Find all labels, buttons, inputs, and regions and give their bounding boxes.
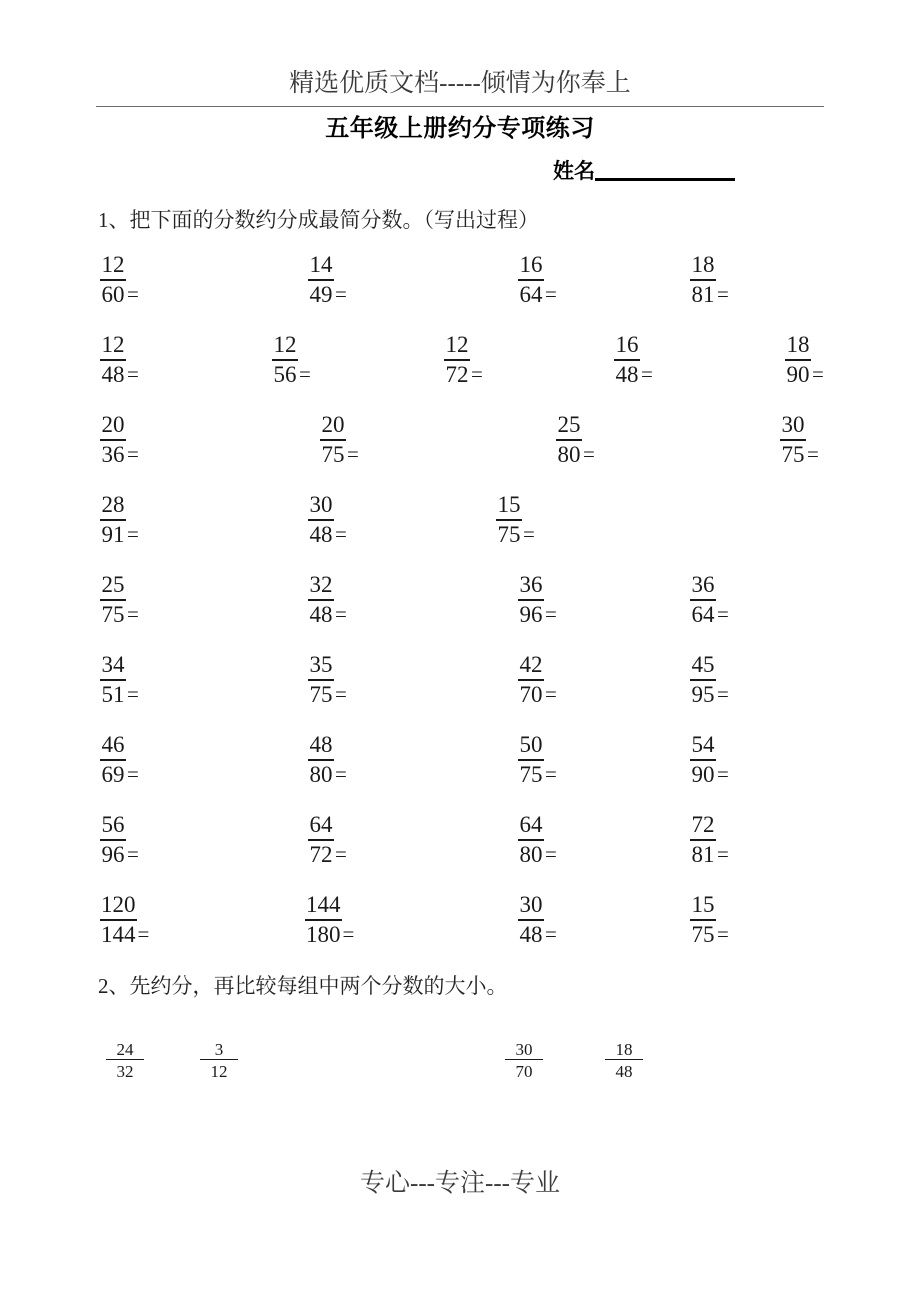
fraction [556, 412, 582, 468]
fraction-exercise[interactable] [556, 412, 595, 468]
fraction [308, 652, 334, 708]
fraction [518, 252, 544, 308]
fraction-numerator: 12 [101, 332, 125, 357]
fraction-exercise[interactable] [690, 812, 729, 868]
fraction-denominator: 48 [309, 602, 333, 627]
fraction-exercise[interactable] [308, 812, 347, 868]
fraction [505, 1040, 543, 1084]
fraction-exercise[interactable] [518, 892, 557, 948]
equals-sign: = [299, 362, 311, 386]
fraction-exercise[interactable] [100, 412, 139, 468]
fraction-denominator: 75 [519, 762, 543, 787]
fraction-denominator: 144 [101, 922, 136, 947]
fraction-exercise[interactable] [518, 812, 557, 868]
fraction-exercise[interactable] [100, 812, 139, 868]
fraction-denominator: 48 [615, 1062, 633, 1081]
fraction [308, 732, 334, 788]
equals-sign: = [717, 682, 729, 706]
fraction [100, 572, 126, 628]
fraction-exercise[interactable] [100, 652, 139, 708]
equals-sign: = [335, 682, 347, 706]
fraction-exercise[interactable] [690, 572, 729, 628]
equals-sign: = [127, 362, 139, 386]
fraction-exercise[interactable] [690, 892, 729, 948]
fraction-numerator: 15 [497, 492, 521, 517]
fraction-denominator: 72 [309, 842, 333, 867]
equals-sign: = [127, 762, 139, 786]
fraction-denominator: 56 [273, 362, 297, 387]
student-name-blank[interactable] [595, 178, 735, 181]
fraction-numerator: 36 [691, 572, 715, 597]
fraction-numerator: 3 [214, 1040, 224, 1059]
equals-sign: = [545, 282, 557, 306]
comparison-fraction[interactable] [505, 1040, 543, 1084]
fraction-denominator: 72 [445, 362, 469, 387]
fraction [308, 252, 334, 308]
fraction [308, 492, 334, 548]
equals-sign: = [342, 922, 355, 946]
equals-sign: = [523, 522, 535, 546]
comparison-fraction[interactable] [200, 1040, 238, 1084]
fraction-denominator: 69 [101, 762, 125, 787]
student-name-label: 姓名 [553, 159, 595, 183]
fraction-denominator: 75 [321, 442, 345, 467]
equals-sign: = [335, 522, 347, 546]
fraction-exercise[interactable] [308, 732, 347, 788]
equals-sign: = [545, 762, 557, 786]
fraction [780, 412, 806, 468]
fraction-denominator: 51 [101, 682, 125, 707]
fraction-denominator: 81 [691, 842, 715, 867]
fraction [496, 492, 522, 548]
fraction-numerator: 20 [321, 412, 345, 437]
fraction-denominator: 90 [691, 762, 715, 787]
fraction [308, 812, 334, 868]
fraction-exercise[interactable] [100, 252, 139, 308]
fraction [690, 732, 716, 788]
fraction-numerator: 36 [519, 572, 543, 597]
equals-sign: = [335, 282, 347, 306]
fraction-denominator: 32 [116, 1062, 134, 1081]
fraction-exercise[interactable] [690, 732, 729, 788]
question-1-prompt: 1、把下面的分数约分成最简分数。（写出过程） [98, 208, 539, 232]
fraction-denominator: 12 [210, 1062, 228, 1081]
fraction [690, 572, 716, 628]
fraction-numerator: 15 [691, 892, 715, 917]
fraction [100, 812, 126, 868]
fraction-numerator: 30 [515, 1040, 533, 1059]
fraction-numerator: 120 [101, 892, 136, 917]
fraction-numerator: 64 [309, 812, 333, 837]
fraction-denominator: 64 [691, 602, 715, 627]
fraction [690, 252, 716, 308]
fraction-exercise[interactable] [444, 332, 483, 388]
fraction-numerator: 16 [615, 332, 639, 357]
fraction [518, 732, 544, 788]
student-name-field[interactable] [553, 158, 735, 184]
fraction-numerator: 30 [781, 412, 805, 437]
fraction-denominator: 49 [309, 282, 333, 307]
equals-sign: = [335, 762, 347, 786]
fraction-denominator: 75 [497, 522, 521, 547]
fraction-denominator: 80 [519, 842, 543, 867]
equals-sign: = [347, 442, 359, 466]
fraction-numerator: 16 [519, 252, 543, 277]
fraction-numerator: 25 [557, 412, 581, 437]
fraction [100, 332, 126, 388]
fraction-denominator: 36 [101, 442, 125, 467]
fraction-numerator: 45 [691, 652, 715, 677]
equals-sign: = [545, 602, 557, 626]
equals-sign: = [717, 842, 729, 866]
fraction-denominator: 91 [101, 522, 125, 547]
equals-sign: = [717, 762, 729, 786]
fraction-exercise[interactable] [690, 252, 729, 308]
fraction-numerator: 25 [101, 572, 125, 597]
fraction [100, 892, 137, 948]
fraction-exercise[interactable] [100, 572, 139, 628]
fraction-denominator: 180 [306, 922, 341, 947]
fraction-numerator: 12 [101, 252, 125, 277]
fraction-numerator: 72 [691, 812, 715, 837]
fraction [690, 892, 716, 948]
header-divider [96, 106, 824, 107]
fraction [518, 892, 544, 948]
fraction-exercise[interactable] [308, 252, 347, 308]
equals-sign: = [127, 842, 139, 866]
equals-sign: = [127, 522, 139, 546]
fraction-exercise[interactable] [785, 332, 824, 388]
fraction-denominator: 70 [515, 1062, 533, 1081]
fraction-denominator: 48 [309, 522, 333, 547]
fraction-exercise[interactable] [690, 652, 729, 708]
fraction [100, 492, 126, 548]
fraction [106, 1040, 144, 1084]
equals-sign: = [545, 922, 557, 946]
fraction-exercise[interactable] [100, 492, 139, 548]
fraction-denominator: 75 [101, 602, 125, 627]
equals-sign: = [717, 922, 729, 946]
equals-sign: = [545, 842, 557, 866]
equals-sign: = [812, 362, 824, 386]
fraction-numerator: 54 [691, 732, 715, 757]
fraction-exercise[interactable] [100, 332, 139, 388]
fraction [614, 332, 640, 388]
fraction [690, 812, 716, 868]
fraction-denominator: 95 [691, 682, 715, 707]
equals-sign: = [127, 602, 139, 626]
fraction-denominator: 48 [615, 362, 639, 387]
fraction [518, 812, 544, 868]
fraction-denominator: 60 [101, 282, 125, 307]
fraction-exercise[interactable] [496, 492, 535, 548]
fraction-numerator: 34 [101, 652, 125, 677]
fraction-numerator: 30 [309, 492, 333, 517]
fraction-denominator: 96 [519, 602, 543, 627]
fraction-numerator: 50 [519, 732, 543, 757]
equals-sign: = [335, 602, 347, 626]
fraction-numerator: 18 [786, 332, 810, 357]
fraction-denominator: 90 [786, 362, 810, 387]
fraction-denominator: 75 [691, 922, 715, 947]
fraction-numerator: 56 [101, 812, 125, 837]
fraction [518, 572, 544, 628]
fraction-numerator: 20 [101, 412, 125, 437]
fraction-numerator: 48 [309, 732, 333, 757]
equals-sign: = [127, 282, 139, 306]
fraction-numerator: 24 [116, 1040, 134, 1059]
equals-sign: = [717, 602, 729, 626]
equals-sign: = [641, 362, 653, 386]
fraction-exercise[interactable] [100, 892, 149, 948]
equals-sign: = [335, 842, 347, 866]
equals-sign: = [127, 442, 139, 466]
fraction-numerator: 14 [309, 252, 333, 277]
fraction [444, 332, 470, 388]
fraction-numerator: 35 [309, 652, 333, 677]
fraction-denominator: 75 [781, 442, 805, 467]
fraction [100, 652, 126, 708]
fraction-exercise[interactable] [614, 332, 653, 388]
fraction-exercise[interactable] [305, 892, 354, 948]
equals-sign: = [807, 442, 819, 466]
fraction-numerator: 42 [519, 652, 543, 677]
fraction [305, 892, 342, 948]
fraction-denominator: 80 [309, 762, 333, 787]
fraction-exercise[interactable] [308, 572, 347, 628]
fraction-denominator: 48 [519, 922, 543, 947]
fraction-denominator: 75 [309, 682, 333, 707]
fraction-numerator: 144 [306, 892, 341, 917]
equals-sign: = [137, 922, 150, 946]
fraction [320, 412, 346, 468]
equals-sign: = [583, 442, 595, 466]
fraction-numerator: 18 [691, 252, 715, 277]
fraction-exercise[interactable] [308, 652, 347, 708]
promo-header-note: 精选优质文档-----倾情为你奉上 [289, 70, 631, 97]
fraction [100, 732, 126, 788]
fraction-numerator: 32 [309, 572, 333, 597]
fraction [518, 652, 544, 708]
fraction-denominator: 70 [519, 682, 543, 707]
fraction-exercise[interactable] [518, 652, 557, 708]
fraction-exercise[interactable] [780, 412, 819, 468]
fraction-exercise[interactable] [320, 412, 359, 468]
fraction [308, 572, 334, 628]
fraction-numerator: 30 [519, 892, 543, 917]
fraction [690, 652, 716, 708]
equals-sign: = [545, 682, 557, 706]
comparison-fraction[interactable] [605, 1040, 643, 1084]
fraction [785, 332, 811, 388]
fraction [272, 332, 298, 388]
fraction-numerator: 12 [445, 332, 469, 357]
fraction-numerator: 18 [615, 1040, 633, 1059]
fraction-denominator: 81 [691, 282, 715, 307]
fraction-numerator: 12 [273, 332, 297, 357]
equals-sign: = [127, 682, 139, 706]
fraction-numerator: 64 [519, 812, 543, 837]
question-2-prompt: 2、先约分，再比较每组中两个分数的大小。 [98, 974, 508, 998]
equals-sign: = [717, 282, 729, 306]
fraction-exercise[interactable] [518, 252, 557, 308]
fraction [200, 1040, 238, 1084]
comparison-fraction[interactable] [106, 1040, 144, 1084]
fraction-exercise[interactable] [518, 572, 557, 628]
fraction-exercise[interactable] [272, 332, 311, 388]
fraction-exercise[interactable] [308, 492, 347, 548]
fraction-exercise[interactable] [100, 732, 139, 788]
fraction-denominator: 64 [519, 282, 543, 307]
fraction-denominator: 96 [101, 842, 125, 867]
footer-note: 专心---专注---专业 [360, 1170, 560, 1197]
fraction-denominator: 48 [101, 362, 125, 387]
fraction-denominator: 80 [557, 442, 581, 467]
page-title: 五年级上册约分专项练习 [325, 116, 595, 142]
fraction-numerator: 46 [101, 732, 125, 757]
fraction-numerator: 28 [101, 492, 125, 517]
fraction-exercise[interactable] [518, 732, 557, 788]
fraction [100, 412, 126, 468]
fraction [605, 1040, 643, 1084]
fraction [100, 252, 126, 308]
equals-sign: = [471, 362, 483, 386]
